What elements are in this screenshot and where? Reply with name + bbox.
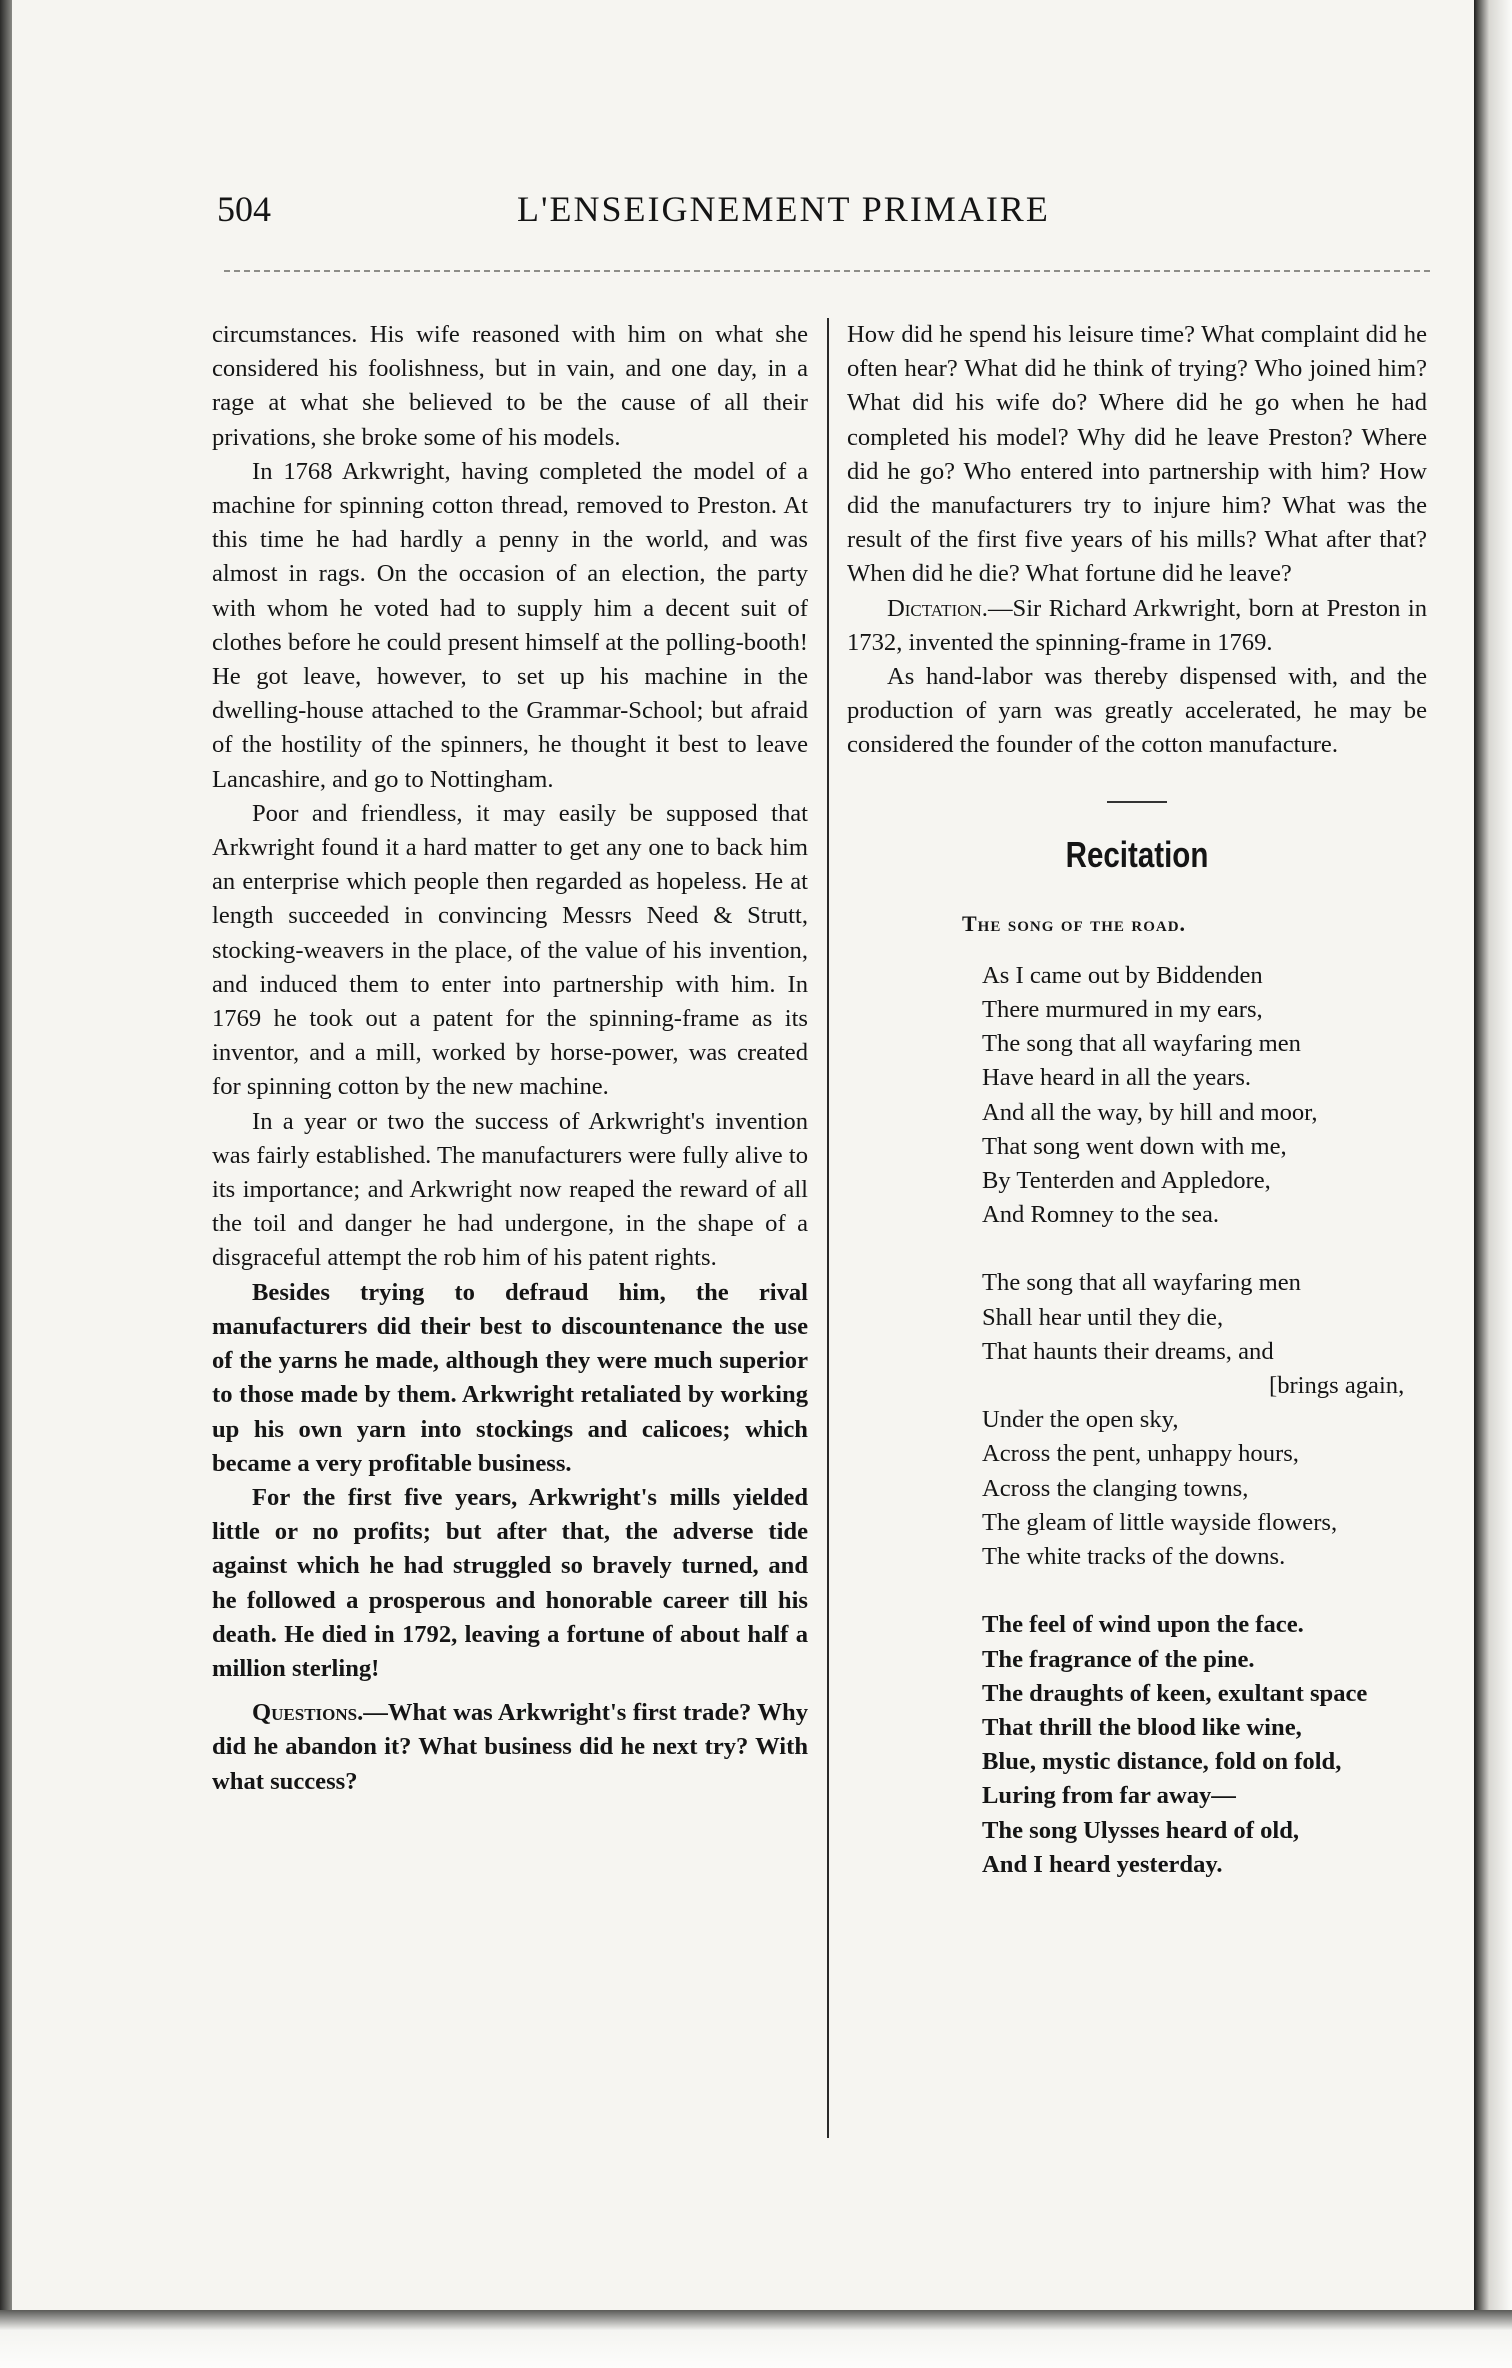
paragraph: As hand-labor was thereby dispensed with, and the production of yarn was greatly accelerated, he may be considered the founder of the cotton manufacture. (847, 663, 1427, 759)
poem-line: The fragrance of the pine. (982, 1645, 1255, 1673)
dictation-label: Dictation. (887, 594, 988, 622)
scan-bottom-edge (0, 2310, 1512, 2368)
poem-line: The white tracks of the downs. (982, 1543, 1286, 1571)
poem-stanza-3 (982, 1608, 1427, 1882)
section-title: Recitation (1065, 833, 1209, 875)
poem-line: Across the pent, unhappy hours, (982, 1440, 1299, 1468)
right-column (847, 318, 1427, 1916)
running-head (12, 188, 1474, 238)
poem-stanza-2 (982, 1266, 1427, 1574)
poem-line: Blue, mystic distance, fold on fold, (982, 1748, 1342, 1776)
poem-line: As I came out by Biddenden (982, 961, 1263, 989)
poem-title: The song of the road. (962, 910, 1187, 936)
scan-right-edge (1474, 0, 1512, 2368)
poem-line: Have heard in all the years. (982, 1064, 1252, 1092)
questions-continued: How did he spend his leisure time? What complaint did he often hear? What did he think of trying? Who joined him? What did his wife do? Where did he go when he had completed his model? Why did he leave Preston? Where did he go? Who entered into partnership with him? How did the manufacturers try to injure him? What was the result of the first five years of his mills? What after that? When did he die? What fortune did he leave? (847, 321, 1427, 588)
poem-line: By Tenterden and Appledore, (982, 1167, 1271, 1195)
section-rule (1107, 801, 1167, 803)
poem-line: Luring from far away— (982, 1782, 1236, 1810)
poem-line: The feel of wind upon the face. (982, 1611, 1304, 1639)
poem-stanza-1 (982, 959, 1427, 1233)
questions-paragraph (212, 1696, 808, 1799)
poem-line: That thrill the blood like wine, (982, 1713, 1302, 1741)
dictation-text: —Sir Richard Arkwright, born at Preston in 1732, invented the spinning-frame in 1769. (847, 594, 1427, 656)
poem-line: Under the open sky, (982, 1406, 1179, 1434)
poem-line: Across the clanging towns, (982, 1474, 1249, 1502)
poem-line: And all the way, by hill and moor, (982, 1098, 1318, 1126)
poem-line: The song Ulysses heard of old, (982, 1816, 1300, 1844)
poem-line-continuation: [brings again, (1269, 1372, 1405, 1400)
poem-line: Shall hear until they die, (982, 1303, 1224, 1331)
page-number: 504 (217, 189, 271, 229)
book-page (12, 0, 1474, 2310)
questions-text: —What was Arkwright's first trade? Why did he abandon it? What business did he next try? With what success? (212, 1699, 808, 1795)
poem-line: The song that all wayfaring men (982, 1030, 1301, 1058)
header-rule (224, 270, 1430, 272)
poem-line: The draughts of keen, exultant space (982, 1679, 1368, 1707)
paragraph: Besides trying to defraud him, the rival manufacturers did their best to discountenance the use of the yarns he made, although they were much superior to those made by them. Arkwright retaliated by working up his own yarn into stockings and calicoes; which became a very profitable business. (212, 1278, 808, 1477)
dictation-paragraph (847, 592, 1427, 660)
poem-line: The gleam of little wayside flowers, (982, 1508, 1338, 1536)
questions-label: Questions. (252, 1699, 364, 1727)
poem-line: That song went down with me, (982, 1132, 1287, 1160)
paragraph: For the first five years, Arkwright's mills yielded little or no profits; but after that, the adverse tide against which he had struggled so bravely turned, and he followed a prosperous and honorable career till his death. He died in 1792, leaving a fortune of about half a million sterling! (212, 1483, 808, 1682)
paragraph: Poor and friendless, it may easily be supposed that Arkwright found it a hard matter to get any one to back him an enterprise which people then regarded as hopeless. He at length succeeded in convincing Messrs Need & Strutt, stocking-weavers in the place, of the value of his invention, and induced them to enter into partnership with him. In 1769 he took out a patent for the spinning-frame as its inventor, and a mill, worked by horse-power, was created for spinning cotton by the new machine. (212, 799, 808, 1101)
column-divider (827, 318, 829, 2138)
paragraph: circumstances. His wife reasoned with him on what she considered his foolishness, but in vain, and one day, in a rage at what she believed to be the cause of all their privations, she broke some of his models. (212, 321, 808, 451)
running-title: L'ENSEIGNEMENT PRIMAIRE (517, 189, 1050, 229)
poem-line: There murmured in my ears, (982, 996, 1263, 1024)
left-column (212, 318, 808, 1799)
poem-line: That haunts their dreams, and (982, 1337, 1274, 1365)
scan-left-edge (0, 0, 12, 2368)
paragraph: In a year or two the success of Arkwright's invention was fairly established. The manufacturers were fully alive to its importance; and Arkwright now reaped the reward of all the toil and danger he had undergone, in the shape of a disgraceful attempt the rob him of his patent rights. (212, 1107, 808, 1272)
poem-line: The song that all wayfaring men (982, 1269, 1301, 1297)
paragraph: In 1768 Arkwright, having completed the model of a machine for spinning cotton thread, removed to Preston. At this time he had hardly a penny in the world, and was almost in rags. On the occasion of an election, the party with whom he voted had to supply him a decent suit of clothes before he could present himself at the polling-booth! He got leave, however, to set up his machine in the dwelling-house attached to the Grammar-School; but afraid of the hostility of the spinners, he thought it best to leave Lancashire, and go to Nottingham. (212, 457, 808, 793)
poem-line: And I heard yesterday. (982, 1850, 1223, 1878)
poem-line: And Romney to the sea. (982, 1201, 1220, 1229)
